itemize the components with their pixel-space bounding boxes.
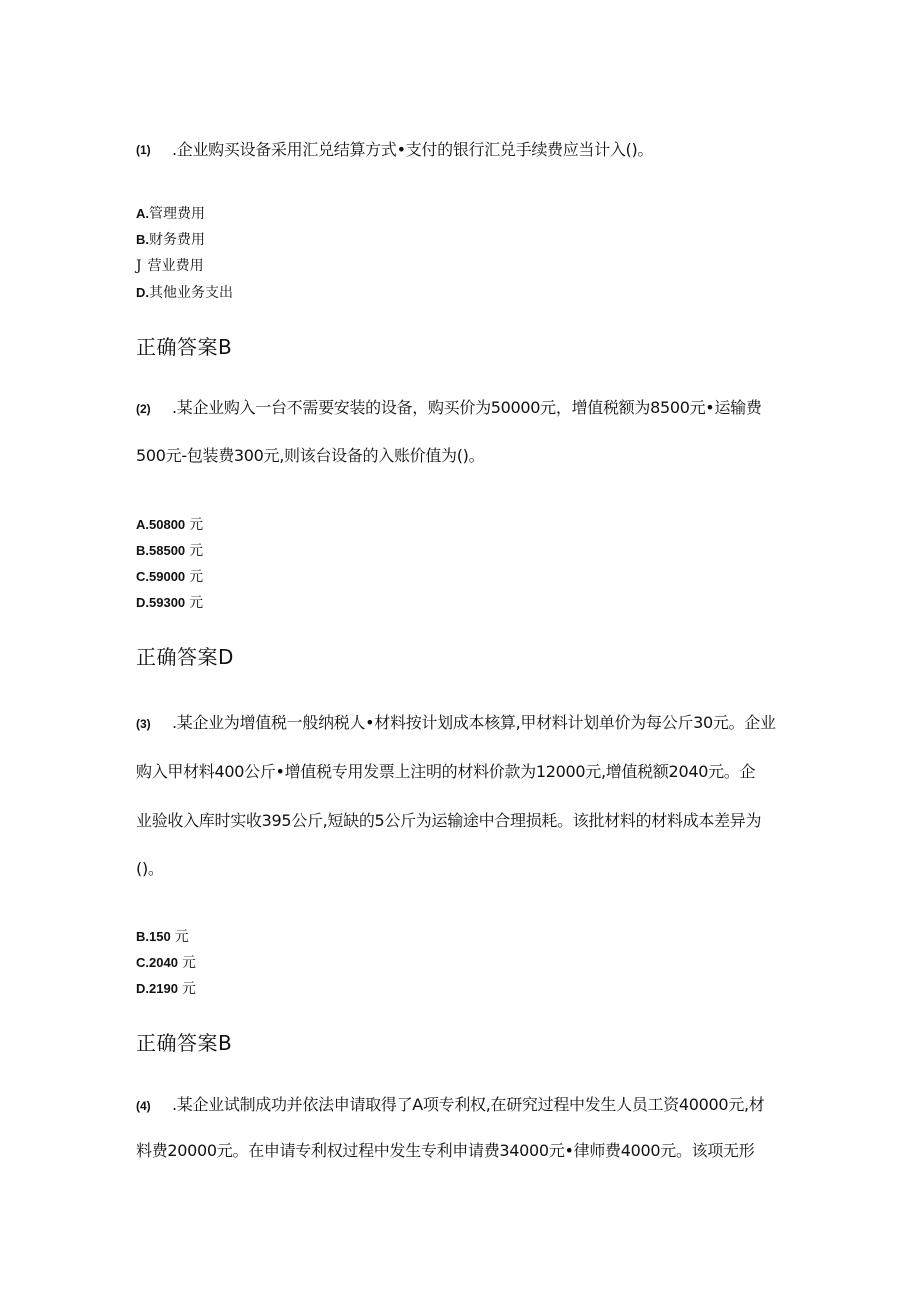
question-3-option-c [136, 954, 196, 972]
option-letter: D. [136, 285, 149, 300]
question-4-number: (4) [136, 1099, 151, 1113]
question-1-option-c [136, 257, 204, 275]
option-letter: J [136, 258, 142, 274]
question-1-option-b [136, 231, 205, 249]
option-text: 营业费用 [147, 258, 204, 274]
option-letter: C.2040 [136, 955, 178, 970]
option-letter: A.50800 [136, 517, 186, 532]
question-4-line-1: .某企业试制成功并依法申请取得了A项专利权,在研究过程中发生人员工资40000元,材 [172, 1095, 765, 1114]
question-2-option-a [136, 516, 203, 534]
question-3-option-d [136, 980, 196, 998]
option-text: 元 [174, 929, 189, 945]
question-2-option-c [136, 568, 203, 586]
question-4-line-2: 料费20000元。在申请专利权过程中发生专利申请费34000元•律师费4000元。该项无形 [136, 1141, 755, 1160]
option-text: 元 [189, 569, 204, 585]
option-letter: B. [136, 232, 149, 247]
question-1-option-a [136, 205, 205, 223]
question-2-number: (2) [136, 402, 151, 416]
option-letter: B.58500 [136, 543, 186, 558]
question-3-line-4: ()。 [136, 859, 164, 878]
option-letter: D.59300 [136, 595, 186, 610]
question-1-option-d [136, 284, 233, 302]
option-text: 管理费用 [149, 206, 205, 222]
question-3-line-1: .某企业为增值税一般纳税人•材料按计划成本核算,甲材料计划单价为每公斤30元。企业 [172, 713, 776, 732]
option-text: 元 [181, 955, 196, 971]
option-text: 元 [189, 543, 204, 559]
option-text: 财务费用 [149, 232, 205, 248]
question-1-number: (1) [136, 143, 151, 157]
question-3-option-b [136, 928, 189, 946]
question-3-line-3: 业验收入库时实收395公斤,短缺的5公斤为运输途中合理损耗。该批材料的材料成本差异为 [136, 811, 762, 830]
option-letter: A. [136, 206, 149, 221]
question-2-answer: 正确答案D [136, 645, 234, 669]
option-letter: C.59000 [136, 569, 186, 584]
question-3-line-2: 购入甲材料400公斤•增值税专用发票上注明的材料价款为12000元,增值税额2040元。企 [136, 762, 756, 781]
option-text: 元 [181, 981, 196, 997]
option-letter: B.150 [136, 929, 171, 944]
question-3-number: (3) [136, 717, 151, 731]
question-1-answer: 正确答案B [136, 335, 233, 359]
option-text: 元 [189, 595, 204, 611]
question-2-option-b [136, 542, 203, 560]
option-letter: D.2190 [136, 981, 178, 996]
option-text: 其他业务支出 [149, 285, 233, 301]
question-1-line-1: .企业购买设备采用汇兑结算方式•支付的银行汇兑手续费应当计入()。 [172, 140, 654, 159]
question-2-line-2: 500元-包装费300元,则该台设备的入账价值为()。 [136, 446, 485, 465]
option-text: 元 [189, 517, 204, 533]
question-3-answer: 正确答案B [136, 1031, 233, 1055]
question-2-line-1: .某企业购入一台不需要安装的设备，购买价为50000元，增值税额为8500元•运输费 [172, 398, 762, 417]
question-2-option-d [136, 594, 203, 612]
